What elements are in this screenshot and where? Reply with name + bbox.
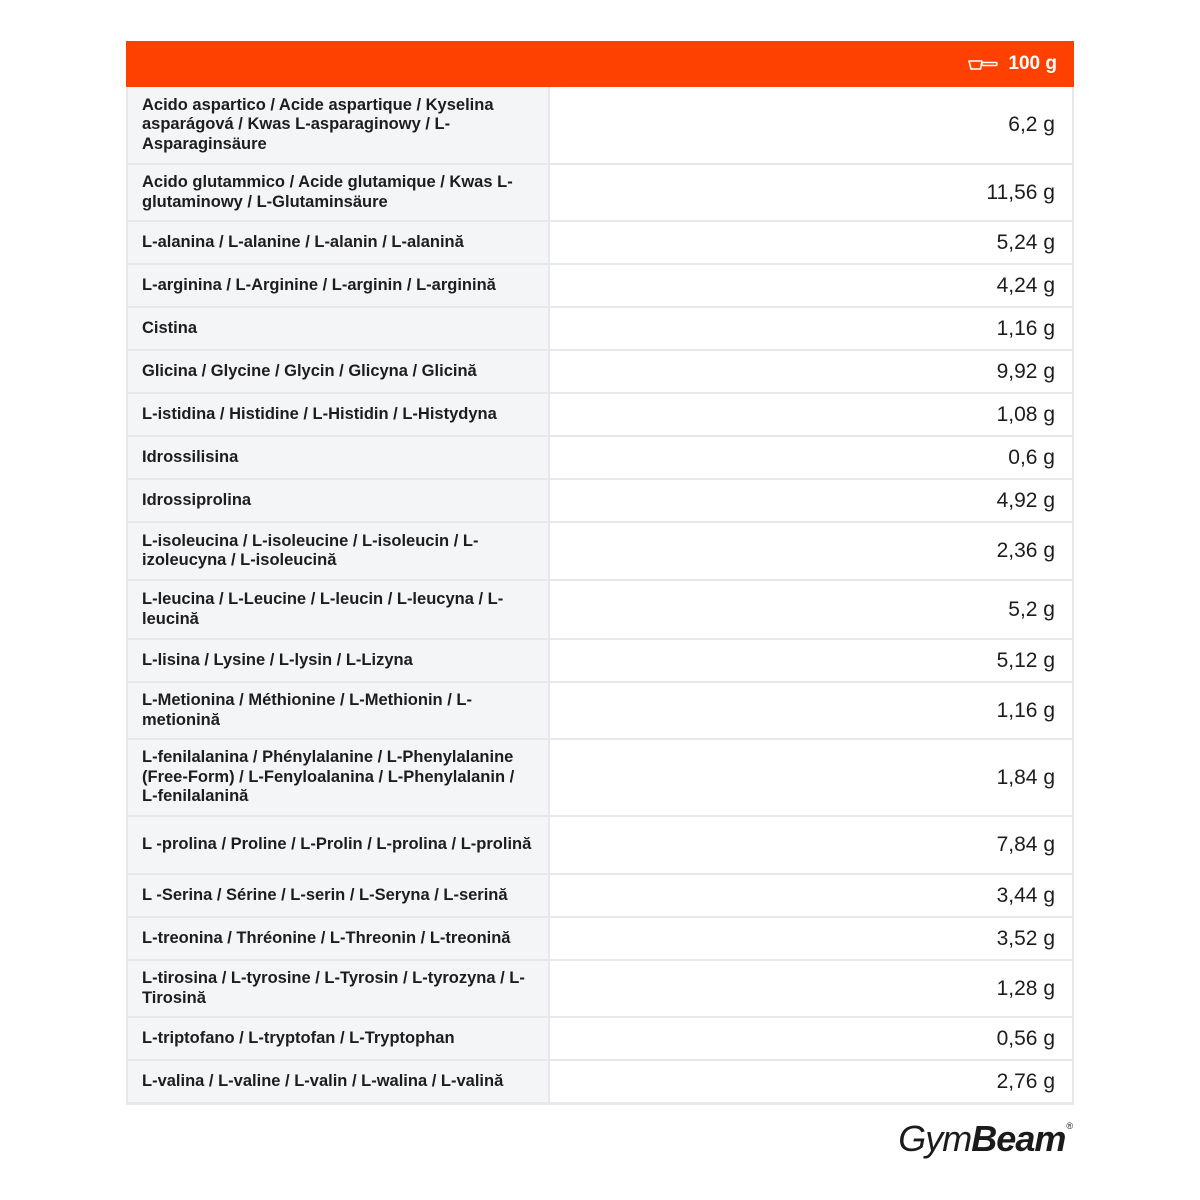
amount-value: 4,92 g [550, 480, 1074, 521]
amino-acid-name: L-fenilalanina / Phénylalanine / L-Phenylalanine (Free-Form) / L-Fenyloalanina / L-Phenylalanin / L-fenilalanină [126, 740, 550, 815]
amino-acid-name: L-leucina / L-Leucine / L-leucin / L-leucyna / L-leucină [126, 581, 550, 638]
logo-part-beam: Beam [971, 1118, 1066, 1159]
amount-value: 9,92 g [550, 351, 1074, 392]
table-row [126, 916, 1074, 959]
amount-value: 3,52 g [550, 918, 1074, 959]
amount-value: 3,44 g [550, 875, 1074, 916]
table-row [126, 392, 1074, 435]
amino-acid-name: L-valina / L-valine / L-valin / L-walina / L-valină [126, 1061, 550, 1102]
amino-acid-name: L-tirosina / L-tyrosine / L-Tyrosin / L-tyrozyna / L-Tirosină [126, 961, 550, 1016]
table-row [126, 815, 1074, 873]
table-row [126, 435, 1074, 478]
amino-acid-name: L-triptofano / L-tryptofan / L-Tryptophan [126, 1018, 550, 1059]
amino-acid-name: L-lisina / Lysine / L-lysin / L-Lizyna [126, 640, 550, 681]
amount-value: 1,16 g [550, 683, 1074, 738]
table-body [126, 87, 1074, 1102]
registered-mark: ® [1066, 1121, 1072, 1131]
amount-value: 2,76 g [550, 1061, 1074, 1102]
amount-value: 6,2 g [550, 87, 1074, 163]
amino-acid-name: L -Serina / Sérine / L-serin / L-Seryna / L-serină [126, 875, 550, 916]
table-row [126, 959, 1074, 1016]
table-row [126, 220, 1074, 263]
amino-acid-name: Cistina [126, 308, 550, 349]
amount-value: 1,08 g [550, 394, 1074, 435]
table-row [126, 163, 1074, 220]
amino-acid-name: Glicina / Glycine / Glycin / Glicyna / Glicină [126, 351, 550, 392]
table-row [126, 306, 1074, 349]
table-row [126, 478, 1074, 521]
amount-value: 4,24 g [550, 265, 1074, 306]
amount-value: 5,12 g [550, 640, 1074, 681]
amino-acid-name: L -prolina / Proline / L-Prolin / L-prolina / L-prolină [126, 817, 550, 873]
amino-acid-name: Acido glutammico / Acide glutamique / Kwas L-glutaminowy / L-Glutaminsäure [126, 165, 550, 220]
table-row [126, 87, 1074, 163]
amino-acid-name: L-istidina / Histidine / L-Histidin / L-Histydyna [126, 394, 550, 435]
table-row [126, 681, 1074, 738]
amino-acid-name: L-treonina / Thréonine / L-Threonin / L-treonină [126, 918, 550, 959]
amount-value: 2,36 g [550, 523, 1074, 579]
table-row [126, 738, 1074, 815]
amount-value: 1,16 g [550, 308, 1074, 349]
amino-acid-name: L-Metionina / Méthionine / L-Methionin / L-metionină [126, 683, 550, 738]
table-header [126, 41, 1074, 87]
amount-value: 11,56 g [550, 165, 1074, 220]
table-row [126, 873, 1074, 916]
amount-value: 5,2 g [550, 581, 1074, 638]
logo-part-gym: Gym [898, 1118, 972, 1159]
amino-acid-name: Idrossiprolina [126, 480, 550, 521]
amino-acid-name: Idrossilisina [126, 437, 550, 478]
amino-acid-name: L-alanina / L-alanine / L-alanin / L-alanină [126, 222, 550, 263]
amount-value: 7,84 g [550, 817, 1074, 873]
amino-acid-name: L-isoleucina / L-isoleucine / L-isoleucin / L-izoleucyna / L-isoleucină [126, 523, 550, 579]
table-row [126, 349, 1074, 392]
amino-acid-name: L-arginina / L-Arginine / L-arginin / L-arginină [126, 265, 550, 306]
amount-value: 1,84 g [550, 740, 1074, 815]
amount-value: 0,56 g [550, 1018, 1074, 1059]
amino-acid-name: Acido aspartico / Acide aspartique / Kyselina asparágová / Kwas L-asparaginowy / L-Asparaginsäure [126, 87, 550, 163]
table-row [126, 263, 1074, 306]
table-row [126, 1016, 1074, 1059]
table-row [126, 521, 1074, 579]
table-row [126, 638, 1074, 681]
table-row [126, 579, 1074, 638]
gymbeam-logo [898, 1118, 1072, 1160]
amount-value: 1,28 g [550, 961, 1074, 1016]
scoop-icon [968, 56, 998, 72]
serving-size: 100 g [1008, 53, 1057, 74]
amount-value: 0,6 g [550, 437, 1074, 478]
nutrition-table [126, 41, 1074, 1105]
table-row [126, 1059, 1074, 1102]
amount-value: 5,24 g [550, 222, 1074, 263]
